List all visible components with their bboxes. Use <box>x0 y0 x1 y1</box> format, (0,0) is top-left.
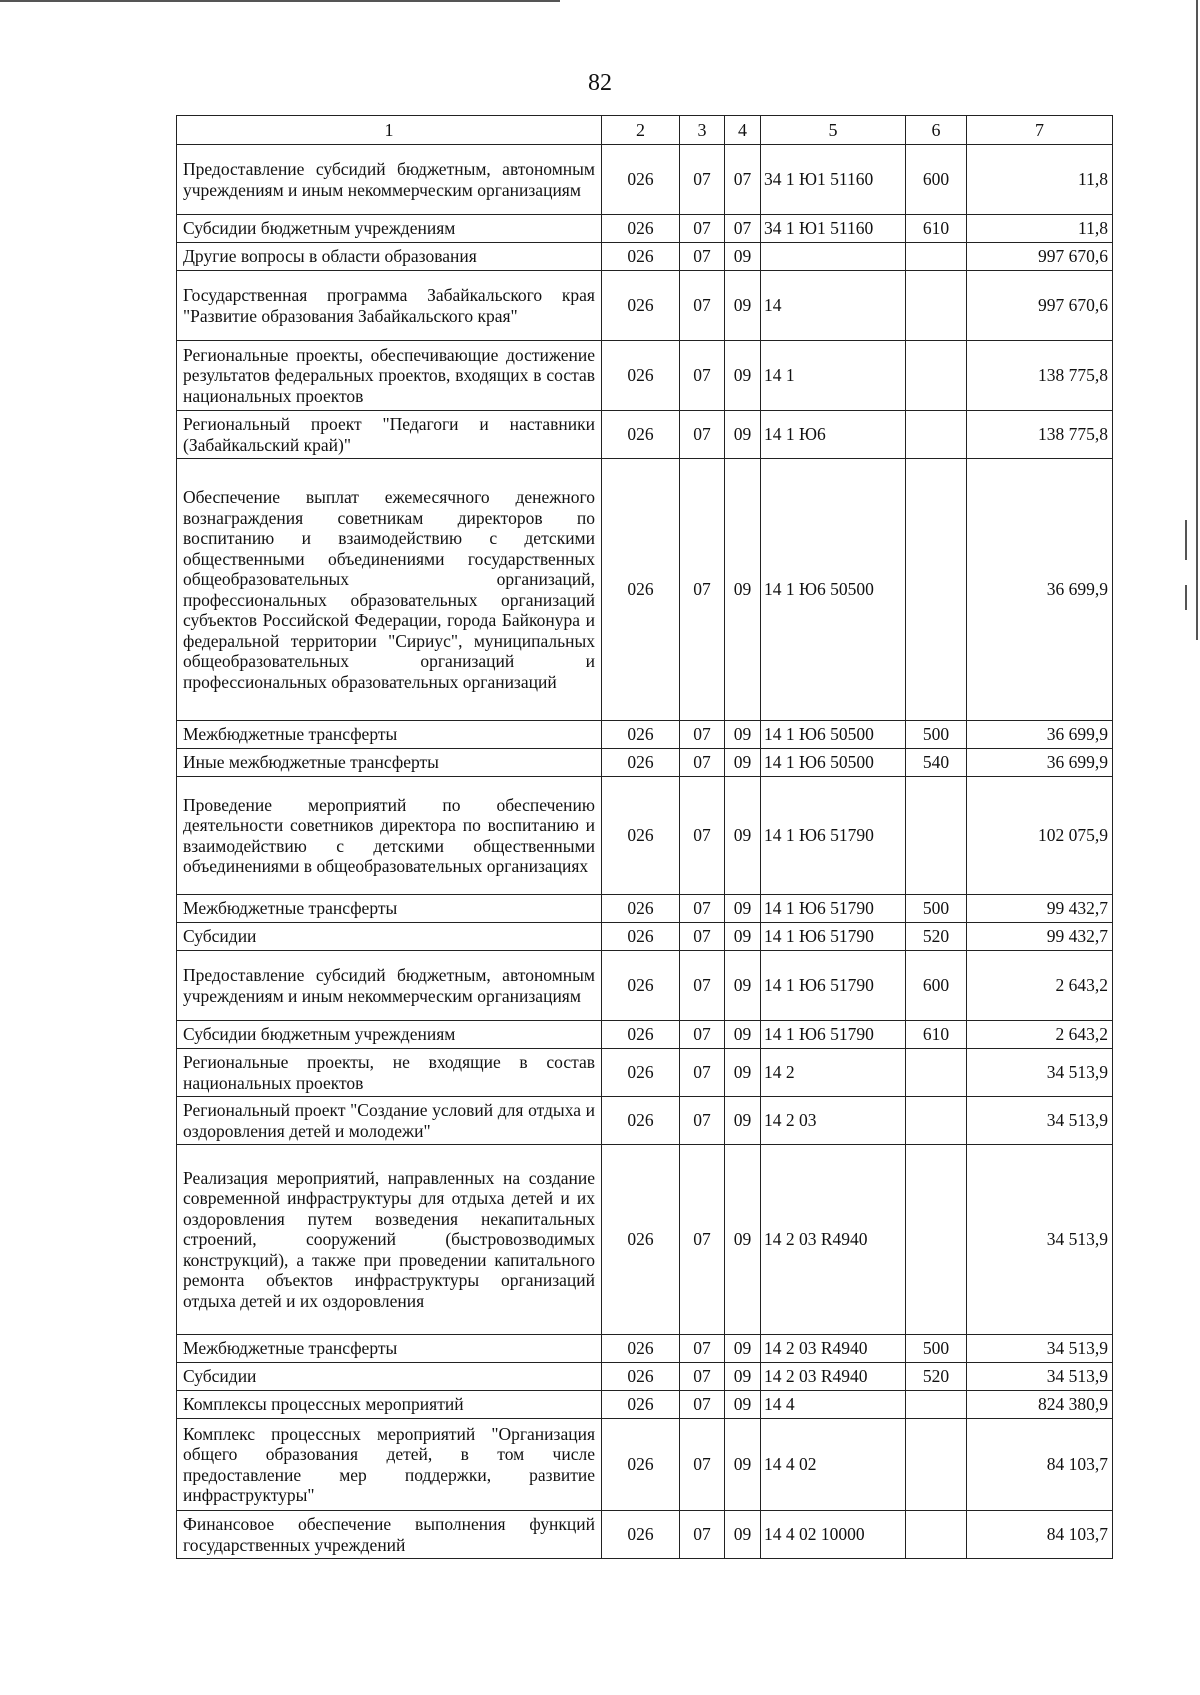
section-cell: 07 <box>680 1049 725 1097</box>
amount-cell: 34 513,9 <box>967 1145 1113 1335</box>
code-admin-cell: 026 <box>602 1021 680 1049</box>
target-article-cell: 14 1 Ю6 50500 <box>761 459 906 721</box>
page-number: 82 <box>588 70 612 96</box>
table-row <box>177 1335 1113 1363</box>
target-article-cell: 14 1 Ю6 50500 <box>761 749 906 777</box>
section-cell: 07 <box>680 1145 725 1335</box>
table-row <box>177 1049 1113 1097</box>
code-admin-cell: 026 <box>602 1363 680 1391</box>
row-name-cell: Межбюджетные трансферты <box>177 721 602 749</box>
expense-type-cell: 600 <box>906 145 967 215</box>
code-admin-cell: 026 <box>602 341 680 411</box>
amount-cell: 84 103,7 <box>967 1419 1113 1511</box>
expense-type-cell: 520 <box>906 1363 967 1391</box>
table-row <box>177 1097 1113 1145</box>
table-row <box>177 1511 1113 1559</box>
section-cell: 07 <box>680 1363 725 1391</box>
amount-cell: 36 699,9 <box>967 721 1113 749</box>
target-article-cell: 14 1 Ю6 51790 <box>761 923 906 951</box>
target-article-cell: 14 4 02 <box>761 1419 906 1511</box>
subsection-cell: 09 <box>725 411 761 459</box>
amount-cell: 824 380,9 <box>967 1391 1113 1419</box>
subsection-cell: 09 <box>725 1391 761 1419</box>
section-cell: 07 <box>680 145 725 215</box>
scan-mark <box>1185 585 1187 610</box>
section-cell: 07 <box>680 215 725 243</box>
table-row <box>177 895 1113 923</box>
header-col-3: 3 <box>680 116 725 145</box>
code-admin-cell: 026 <box>602 923 680 951</box>
amount-cell: 34 513,9 <box>967 1335 1113 1363</box>
code-admin-cell: 026 <box>602 215 680 243</box>
table-row <box>177 1391 1113 1419</box>
subsection-cell: 09 <box>725 721 761 749</box>
amount-cell: 2 643,2 <box>967 951 1113 1021</box>
code-admin-cell: 026 <box>602 459 680 721</box>
subsection-cell: 09 <box>725 1511 761 1559</box>
section-cell: 07 <box>680 721 725 749</box>
section-cell: 07 <box>680 1391 725 1419</box>
table-row <box>177 271 1113 341</box>
expense-type-cell: 600 <box>906 951 967 1021</box>
target-article-cell: 14 2 <box>761 1049 906 1097</box>
expense-type-cell: 500 <box>906 1335 967 1363</box>
subsection-cell: 09 <box>725 895 761 923</box>
section-cell: 07 <box>680 243 725 271</box>
expense-type-cell: 500 <box>906 895 967 923</box>
target-article-cell: 14 1 Ю6 51790 <box>761 777 906 895</box>
amount-cell: 138 775,8 <box>967 341 1113 411</box>
expense-type-cell <box>906 341 967 411</box>
scan-mark <box>1196 0 1198 640</box>
expense-type-cell <box>906 243 967 271</box>
subsection-cell: 09 <box>725 777 761 895</box>
table-row <box>177 459 1113 721</box>
row-name-cell: Межбюджетные трансферты <box>177 895 602 923</box>
table-row <box>177 923 1113 951</box>
row-name-cell: Субсидии <box>177 923 602 951</box>
subsection-cell: 09 <box>725 1145 761 1335</box>
amount-cell: 34 513,9 <box>967 1049 1113 1097</box>
header-col-1: 1 <box>177 116 602 145</box>
table-row <box>177 951 1113 1021</box>
subsection-cell: 09 <box>725 951 761 1021</box>
table-row <box>177 411 1113 459</box>
row-name-cell: Региональные проекты, обеспечивающие достижение результатов федеральных проектов, входящих в состав национальных проектов <box>177 341 602 411</box>
subsection-cell: 09 <box>725 459 761 721</box>
table-row <box>177 1363 1113 1391</box>
row-name-cell: Обеспечение выплат ежемесячного денежного вознаграждения советникам директоров по воспитанию и взаимодействию с детскими общественными объединениями государственных общеобразовательных организаций, профессиональных образовательных организаций субъектов Российской Федерации, города Байконура и федеральной территории "Сириус", муниципальных общеобразовательных организаций и профессиональных образовательных организаций <box>177 459 602 721</box>
target-article-cell: 34 1 Ю1 51160 <box>761 145 906 215</box>
code-admin-cell: 026 <box>602 1335 680 1363</box>
subsection-cell: 09 <box>725 243 761 271</box>
expense-type-cell <box>906 411 967 459</box>
row-name-cell: Иные межбюджетные трансферты <box>177 749 602 777</box>
header-col-6: 6 <box>906 116 967 145</box>
row-name-cell: Государственная программа Забайкальского края "Развитие образования Забайкальского края" <box>177 271 602 341</box>
row-name-cell: Региональный проект "Создание условий для отдыха и оздоровления детей и молодежи" <box>177 1097 602 1145</box>
amount-cell: 36 699,9 <box>967 749 1113 777</box>
target-article-cell <box>761 243 906 271</box>
scan-mark <box>0 0 560 2</box>
expense-type-cell <box>906 1391 967 1419</box>
target-article-cell: 14 <box>761 271 906 341</box>
row-name-cell: Субсидии бюджетным учреждениям <box>177 215 602 243</box>
header-col-5: 5 <box>761 116 906 145</box>
subsection-cell: 09 <box>725 1335 761 1363</box>
code-admin-cell: 026 <box>602 895 680 923</box>
expense-type-cell <box>906 459 967 721</box>
subsection-cell: 09 <box>725 1021 761 1049</box>
amount-cell: 11,8 <box>967 215 1113 243</box>
table-row <box>177 341 1113 411</box>
section-cell: 07 <box>680 411 725 459</box>
section-cell: 07 <box>680 777 725 895</box>
table-row <box>177 1419 1113 1511</box>
section-cell: 07 <box>680 1419 725 1511</box>
amount-cell: 997 670,6 <box>967 243 1113 271</box>
section-cell: 07 <box>680 459 725 721</box>
table-row <box>177 1021 1113 1049</box>
table-header <box>177 116 1113 145</box>
code-admin-cell: 026 <box>602 243 680 271</box>
target-article-cell: 14 1 <box>761 341 906 411</box>
code-admin-cell: 026 <box>602 1419 680 1511</box>
code-admin-cell: 026 <box>602 411 680 459</box>
subsection-cell: 09 <box>725 749 761 777</box>
amount-cell: 99 432,7 <box>967 923 1113 951</box>
section-cell: 07 <box>680 923 725 951</box>
table-row <box>177 215 1113 243</box>
subsection-cell: 09 <box>725 1097 761 1145</box>
subsection-cell: 07 <box>725 145 761 215</box>
row-name-cell: Другие вопросы в области образования <box>177 243 602 271</box>
amount-cell: 84 103,7 <box>967 1511 1113 1559</box>
table-row <box>177 777 1113 895</box>
section-cell: 07 <box>680 1335 725 1363</box>
expense-type-cell: 520 <box>906 923 967 951</box>
target-article-cell: 14 2 03 R4940 <box>761 1363 906 1391</box>
budget-table <box>176 115 1113 1559</box>
expense-type-cell: 610 <box>906 1021 967 1049</box>
target-article-cell: 14 2 03 R4940 <box>761 1335 906 1363</box>
amount-cell: 2 643,2 <box>967 1021 1113 1049</box>
subsection-cell: 09 <box>725 1049 761 1097</box>
subsection-cell: 09 <box>725 1419 761 1511</box>
amount-cell: 36 699,9 <box>967 459 1113 721</box>
target-article-cell: 14 4 <box>761 1391 906 1419</box>
code-admin-cell: 026 <box>602 1049 680 1097</box>
target-article-cell: 14 4 02 10000 <box>761 1511 906 1559</box>
code-admin-cell: 026 <box>602 777 680 895</box>
section-cell: 07 <box>680 1511 725 1559</box>
code-admin-cell: 026 <box>602 721 680 749</box>
row-name-cell: Проведение мероприятий по обеспечению деятельности советников директора по воспитанию и взаимодействию с детскими общественными объединениями в общеобразовательных организациях <box>177 777 602 895</box>
target-article-cell: 14 1 Ю6 51790 <box>761 895 906 923</box>
target-article-cell: 14 1 Ю6 51790 <box>761 1021 906 1049</box>
amount-cell: 99 432,7 <box>967 895 1113 923</box>
target-article-cell: 14 1 Ю6 <box>761 411 906 459</box>
target-article-cell: 14 2 03 R4940 <box>761 1145 906 1335</box>
expense-type-cell: 540 <box>906 749 967 777</box>
section-cell: 07 <box>680 271 725 341</box>
expense-type-cell: 610 <box>906 215 967 243</box>
table-row <box>177 145 1113 215</box>
section-cell: 07 <box>680 1021 725 1049</box>
row-name-cell: Реализация мероприятий, направленных на создание современной инфраструктуры для отдыха детей и их оздоровления путем возведения некапитальных строений, сооружений (быстровозводимых конструкций), а также при проведении капитального ремонта объектов инфраструктуры организаций отдыха детей и их оздоровления <box>177 1145 602 1335</box>
amount-cell: 138 775,8 <box>967 411 1113 459</box>
code-admin-cell: 026 <box>602 951 680 1021</box>
row-name-cell: Комплексы процессных мероприятий <box>177 1391 602 1419</box>
row-name-cell: Региональные проекты, не входящие в состав национальных проектов <box>177 1049 602 1097</box>
row-name-cell: Субсидии бюджетным учреждениям <box>177 1021 602 1049</box>
expense-type-cell <box>906 777 967 895</box>
table-row <box>177 243 1113 271</box>
section-cell: 07 <box>680 951 725 1021</box>
section-cell: 07 <box>680 341 725 411</box>
expense-type-cell: 500 <box>906 721 967 749</box>
code-admin-cell: 026 <box>602 145 680 215</box>
subsection-cell: 07 <box>725 215 761 243</box>
header-row <box>177 116 1113 145</box>
target-article-cell: 14 2 03 <box>761 1097 906 1145</box>
amount-cell: 34 513,9 <box>967 1097 1113 1145</box>
section-cell: 07 <box>680 1097 725 1145</box>
header-col-4: 4 <box>725 116 761 145</box>
subsection-cell: 09 <box>725 341 761 411</box>
table-row <box>177 1145 1113 1335</box>
table-row <box>177 721 1113 749</box>
expense-type-cell <box>906 1419 967 1511</box>
code-admin-cell: 026 <box>602 1097 680 1145</box>
section-cell: 07 <box>680 895 725 923</box>
header-col-7: 7 <box>967 116 1113 145</box>
target-article-cell: 14 1 Ю6 51790 <box>761 951 906 1021</box>
scan-mark <box>1185 520 1187 560</box>
expense-type-cell <box>906 1097 967 1145</box>
row-name-cell: Региональный проект "Педагоги и наставники (Забайкальский край)" <box>177 411 602 459</box>
code-admin-cell: 026 <box>602 1391 680 1419</box>
row-name-cell: Межбюджетные трансферты <box>177 1335 602 1363</box>
subsection-cell: 09 <box>725 923 761 951</box>
row-name-cell: Комплекс процессных мероприятий "Организация общего образования детей, в том числе предоставление мер поддержки, развитие инфраструктуры" <box>177 1419 602 1511</box>
row-name-cell: Предоставление субсидий бюджетным, автономным учреждениям и иным некоммерческим организациям <box>177 145 602 215</box>
expense-type-cell <box>906 1049 967 1097</box>
expense-type-cell <box>906 1145 967 1335</box>
row-name-cell: Субсидии <box>177 1363 602 1391</box>
expense-type-cell <box>906 271 967 341</box>
row-name-cell: Финансовое обеспечение выполнения функций государственных учреждений <box>177 1511 602 1559</box>
row-name-cell: Предоставление субсидий бюджетным, автономным учреждениям и иным некоммерческим организациям <box>177 951 602 1021</box>
table-body <box>177 145 1113 1559</box>
subsection-cell: 09 <box>725 1363 761 1391</box>
code-admin-cell: 026 <box>602 1145 680 1335</box>
target-article-cell: 14 1 Ю6 50500 <box>761 721 906 749</box>
code-admin-cell: 026 <box>602 271 680 341</box>
target-article-cell: 34 1 Ю1 51160 <box>761 215 906 243</box>
subsection-cell: 09 <box>725 271 761 341</box>
table-row <box>177 749 1113 777</box>
code-admin-cell: 026 <box>602 1511 680 1559</box>
amount-cell: 11,8 <box>967 145 1113 215</box>
amount-cell: 102 075,9 <box>967 777 1113 895</box>
code-admin-cell: 026 <box>602 749 680 777</box>
amount-cell: 34 513,9 <box>967 1363 1113 1391</box>
section-cell: 07 <box>680 749 725 777</box>
amount-cell: 997 670,6 <box>967 271 1113 341</box>
header-col-2: 2 <box>602 116 680 145</box>
expense-type-cell <box>906 1511 967 1559</box>
